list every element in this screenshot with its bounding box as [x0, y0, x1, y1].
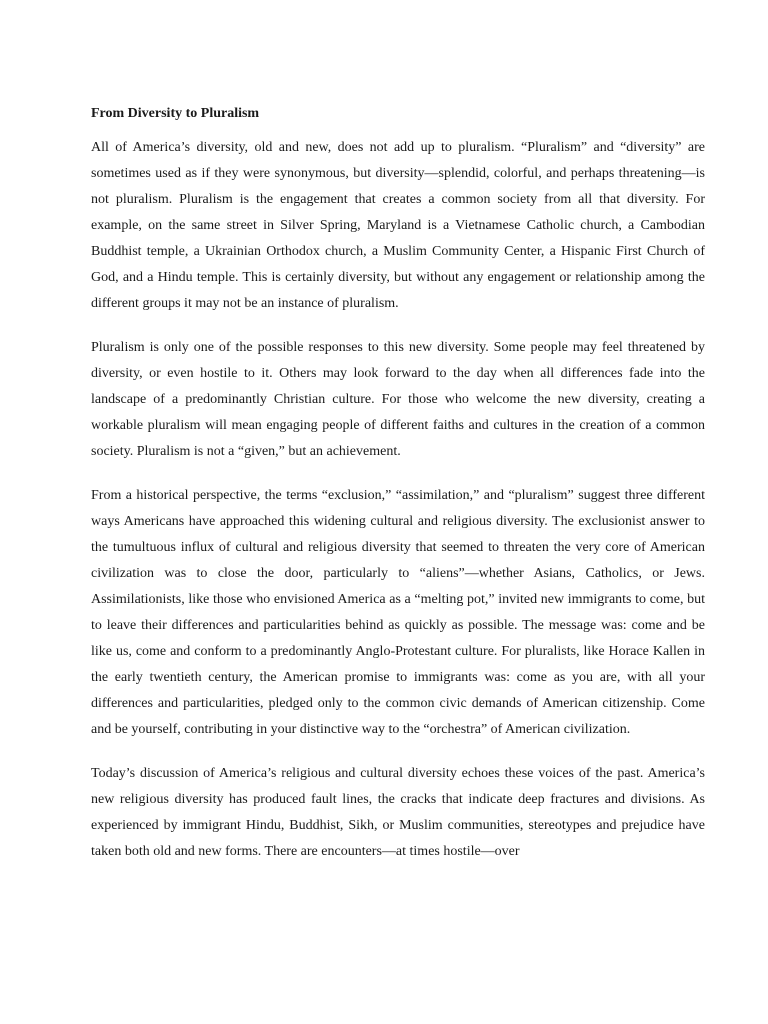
document-page: [91, 101, 705, 883]
paragraph-2: Pluralism is only one of the possible responses to this new diversity. Some people may feel threatened by diversity, or even hostile to it. Others may look forward to the day when all differences fade into the landscape of a predominantly Christian culture. For those who welcome the new diversity, creating a workable pluralism will mean engaging people of different faiths and cultures in the creation of a common society. Pluralism is not a “given,” but an achievement.: [91, 340, 705, 459]
paragraph-4: Today’s discussion of America’s religious and cultural diversity echoes these voices of the past. America’s new religious diversity has produced fault lines, the cracks that indicate deep fractures and divisions. As experienced by immigrant Hindu, Buddhist, Sikh, or Muslim communities, stereotypes and prejudice have taken both old and new forms. There are encounters—at times hostile—over: [91, 766, 705, 859]
paragraph-1: All of America’s diversity, old and new, does not add up to pluralism. “Pluralism” and “diversity” are sometimes used as if they were synonymous, but diversity—splendid, colorful, and perhaps threatening—is not pluralism. Pluralism is the engagement that creates a common society from all that diversity. For example, on the same street in Silver Spring, Maryland is a Vietnamese Catholic church, a Cambodian Buddhist temple, a Ukrainian Orthodox church, a Muslim Community Center, a Hispanic First Church of God, and a Hindu temple. This is certainly diversity, but without any engagement or relationship among the different groups it may not be an instance of pluralism.: [91, 140, 705, 311]
document-title: From Diversity to Pluralism: [91, 106, 260, 121]
paragraph-3: From a historical perspective, the terms “exclusion,” “assimilation,” and “pluralism” suggest three different ways Americans have approached this widening cultural and religious diversity. The exclusionist answer to the tumultuous influx of cultural and religious diversity that seemed to threaten the very core of American civilization was to close the door, particularly to “aliens”—whether Asians, Catholics, or Jews. Assimilationists, like those who envisioned America as a “melting pot,” invited new immigrants to come, but to leave their differences and particularities behind as quickly as possible. The message was: come and be like us, come and conform to a predominantly Anglo-Protestant culture. For pluralists, like Horace Kallen in the early twentieth century, the American promise to immigrants was: come as you are, with all your differences and particularities, pledged only to the common civic demands of American citizenship. Come and be yourself, contributing in your distinctive way to the “orchestra” of American civilization.: [91, 488, 705, 737]
